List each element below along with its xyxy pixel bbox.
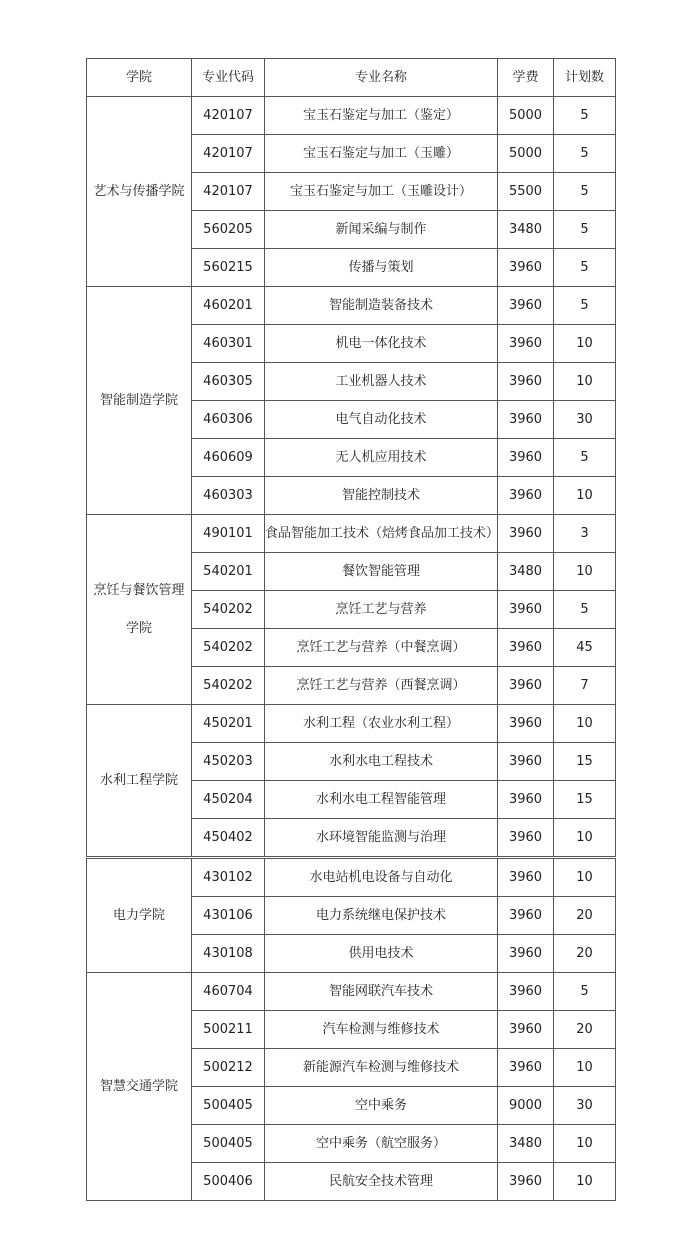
major-code: 450203	[192, 743, 265, 781]
major-name: 新闻采编与制作	[265, 211, 498, 249]
major-code: 430102	[192, 859, 265, 897]
table-row	[87, 97, 616, 135]
plan-count: 3	[554, 515, 616, 553]
major-code: 500212	[192, 1049, 265, 1087]
plan-count: 5	[554, 591, 616, 629]
major-name: 烹饪工艺与营养（中餐烹调）	[265, 629, 498, 667]
major-name: 烹饪工艺与营养	[265, 591, 498, 629]
plan-count: 10	[554, 1049, 616, 1087]
plan-count: 45	[554, 629, 616, 667]
major-name: 机电一体化技术	[265, 325, 498, 363]
major-name: 空中乘务	[265, 1087, 498, 1125]
header-row	[87, 59, 616, 97]
major-name: 水环境智能监测与治理	[265, 819, 498, 857]
major-code: 540202	[192, 667, 265, 705]
tuition: 3960	[498, 363, 554, 401]
major-name: 工业机器人技术	[265, 363, 498, 401]
plan-count: 20	[554, 897, 616, 935]
tuition: 3960	[498, 515, 554, 553]
plan-count: 10	[554, 859, 616, 897]
major-name: 宝玉石鉴定与加工（玉雕设计）	[265, 173, 498, 211]
tuition: 3960	[498, 477, 554, 515]
plan-count: 5	[554, 439, 616, 477]
major-name: 餐饮智能管理	[265, 553, 498, 591]
major-code: 540202	[192, 629, 265, 667]
major-name: 供用电技术	[265, 935, 498, 973]
major-code: 500405	[192, 1125, 265, 1163]
tuition: 9000	[498, 1087, 554, 1125]
major-name: 智能控制技术	[265, 477, 498, 515]
plan-count: 30	[554, 401, 616, 439]
tuition: 3960	[498, 1163, 554, 1201]
plan-count: 10	[554, 363, 616, 401]
tuition: 3960	[498, 897, 554, 935]
major-code: 430106	[192, 897, 265, 935]
major-code: 540202	[192, 591, 265, 629]
major-code: 500406	[192, 1163, 265, 1201]
college-name-line: 烹饪与餐饮管理	[93, 582, 185, 598]
major-name: 智能制造装备技术	[265, 287, 498, 325]
plan-count: 15	[554, 781, 616, 819]
tuition: 3960	[498, 667, 554, 705]
tuition: 3960	[498, 973, 554, 1011]
tuition: 3960	[498, 249, 554, 287]
major-name: 水利工程（农业水利工程）	[265, 705, 498, 743]
plan-count: 5	[554, 287, 616, 325]
major-name: 空中乘务（航空服务）	[265, 1125, 498, 1163]
major-code: 420107	[192, 173, 265, 211]
plan-count: 5	[554, 97, 616, 135]
major-code: 450201	[192, 705, 265, 743]
tuition: 3480	[498, 211, 554, 249]
enrollment-table-2	[86, 858, 616, 1201]
tuition: 5500	[498, 173, 554, 211]
header-tuition: 学费	[498, 59, 554, 97]
plan-count: 5	[554, 249, 616, 287]
college-name: 智能制造学院	[99, 392, 178, 408]
plan-count: 10	[554, 819, 616, 857]
major-code: 460306	[192, 401, 265, 439]
tuition: 3960	[498, 401, 554, 439]
college-cell	[87, 859, 192, 973]
major-name: 传播与策划	[265, 249, 498, 287]
college-cell	[87, 973, 192, 1201]
major-code: 500211	[192, 1011, 265, 1049]
plan-count: 30	[554, 1087, 616, 1125]
table-row	[87, 515, 616, 553]
major-code: 560205	[192, 211, 265, 249]
plan-count: 10	[554, 325, 616, 363]
major-code: 460303	[192, 477, 265, 515]
college-name: 电力学院	[112, 907, 165, 923]
tuition: 3960	[498, 1011, 554, 1049]
major-name: 宝玉石鉴定与加工（鉴定）	[265, 97, 498, 135]
plan-count: 5	[554, 973, 616, 1011]
plan-count: 5	[554, 211, 616, 249]
major-name: 无人机应用技术	[265, 439, 498, 477]
plan-count: 15	[554, 743, 616, 781]
header-major: 专业名称	[265, 59, 498, 97]
tuition: 3960	[498, 629, 554, 667]
enrollment-table-1	[86, 58, 616, 857]
tuition: 3480	[498, 553, 554, 591]
plan-count: 10	[554, 553, 616, 591]
major-name: 宝玉石鉴定与加工（玉雕）	[265, 135, 498, 173]
tuition: 3960	[498, 859, 554, 897]
major-name: 水电站机电设备与自动化	[265, 859, 498, 897]
major-name: 水利水电工程智能管理	[265, 781, 498, 819]
major-name: 民航安全技术管理	[265, 1163, 498, 1201]
tuition: 3960	[498, 819, 554, 857]
tuition: 3960	[498, 325, 554, 363]
major-name: 智能网联汽车技术	[265, 973, 498, 1011]
plan-count: 10	[554, 705, 616, 743]
plan-count: 10	[554, 1125, 616, 1163]
plan-count: 10	[554, 477, 616, 515]
major-name: 新能源汽车检测与维修技术	[265, 1049, 498, 1087]
major-code: 420107	[192, 97, 265, 135]
tuition: 3960	[498, 935, 554, 973]
tuition: 3960	[498, 705, 554, 743]
major-code: 540201	[192, 553, 265, 591]
college-cell	[87, 287, 192, 515]
major-code: 560215	[192, 249, 265, 287]
college-cell	[87, 97, 192, 287]
college-name: 艺术与传播学院	[93, 183, 185, 199]
college-cell	[87, 705, 192, 857]
plan-count: 10	[554, 1163, 616, 1201]
college-name: 水利工程学院	[99, 772, 178, 788]
major-name: 烹饪工艺与营养（西餐烹调）	[265, 667, 498, 705]
plan-count: 20	[554, 935, 616, 973]
college-cell	[87, 515, 192, 705]
college-name-line: 学院	[125, 620, 152, 636]
tuition: 3960	[498, 743, 554, 781]
plan-count: 5	[554, 135, 616, 173]
tuition: 3960	[498, 781, 554, 819]
major-name: 电气自动化技术	[265, 401, 498, 439]
tuition: 3960	[498, 591, 554, 629]
major-code: 460305	[192, 363, 265, 401]
major-code: 460201	[192, 287, 265, 325]
major-name: 汽车检测与维修技术	[265, 1011, 498, 1049]
major-code: 460301	[192, 325, 265, 363]
major-name: 水利水电工程技术	[265, 743, 498, 781]
header-code: 专业代码	[192, 59, 265, 97]
tuition: 5000	[498, 135, 554, 173]
tuition: 5000	[498, 97, 554, 135]
major-code: 460704	[192, 973, 265, 1011]
plan-count: 5	[554, 173, 616, 211]
college-name: 智慧交通学院	[99, 1078, 178, 1094]
major-code: 500405	[192, 1087, 265, 1125]
major-name: 电力系统继电保护技术	[265, 897, 498, 935]
table-row	[87, 705, 616, 743]
header-college: 学院	[87, 59, 192, 97]
major-code: 460609	[192, 439, 265, 477]
tuition: 3960	[498, 287, 554, 325]
major-code: 450402	[192, 819, 265, 857]
major-name: 食品智能加工技术（焙烤食品加工技术）	[265, 515, 498, 553]
major-code: 430108	[192, 935, 265, 973]
major-code: 490101	[192, 515, 265, 553]
table-row	[87, 287, 616, 325]
tuition: 3960	[498, 439, 554, 477]
major-code: 420107	[192, 135, 265, 173]
plan-count: 20	[554, 1011, 616, 1049]
table-row	[87, 859, 616, 897]
major-code: 450204	[192, 781, 265, 819]
tuition: 3480	[498, 1125, 554, 1163]
table-row	[87, 973, 616, 1011]
tuition: 3960	[498, 1049, 554, 1087]
plan-count: 7	[554, 667, 616, 705]
header-plan: 计划数	[554, 59, 616, 97]
